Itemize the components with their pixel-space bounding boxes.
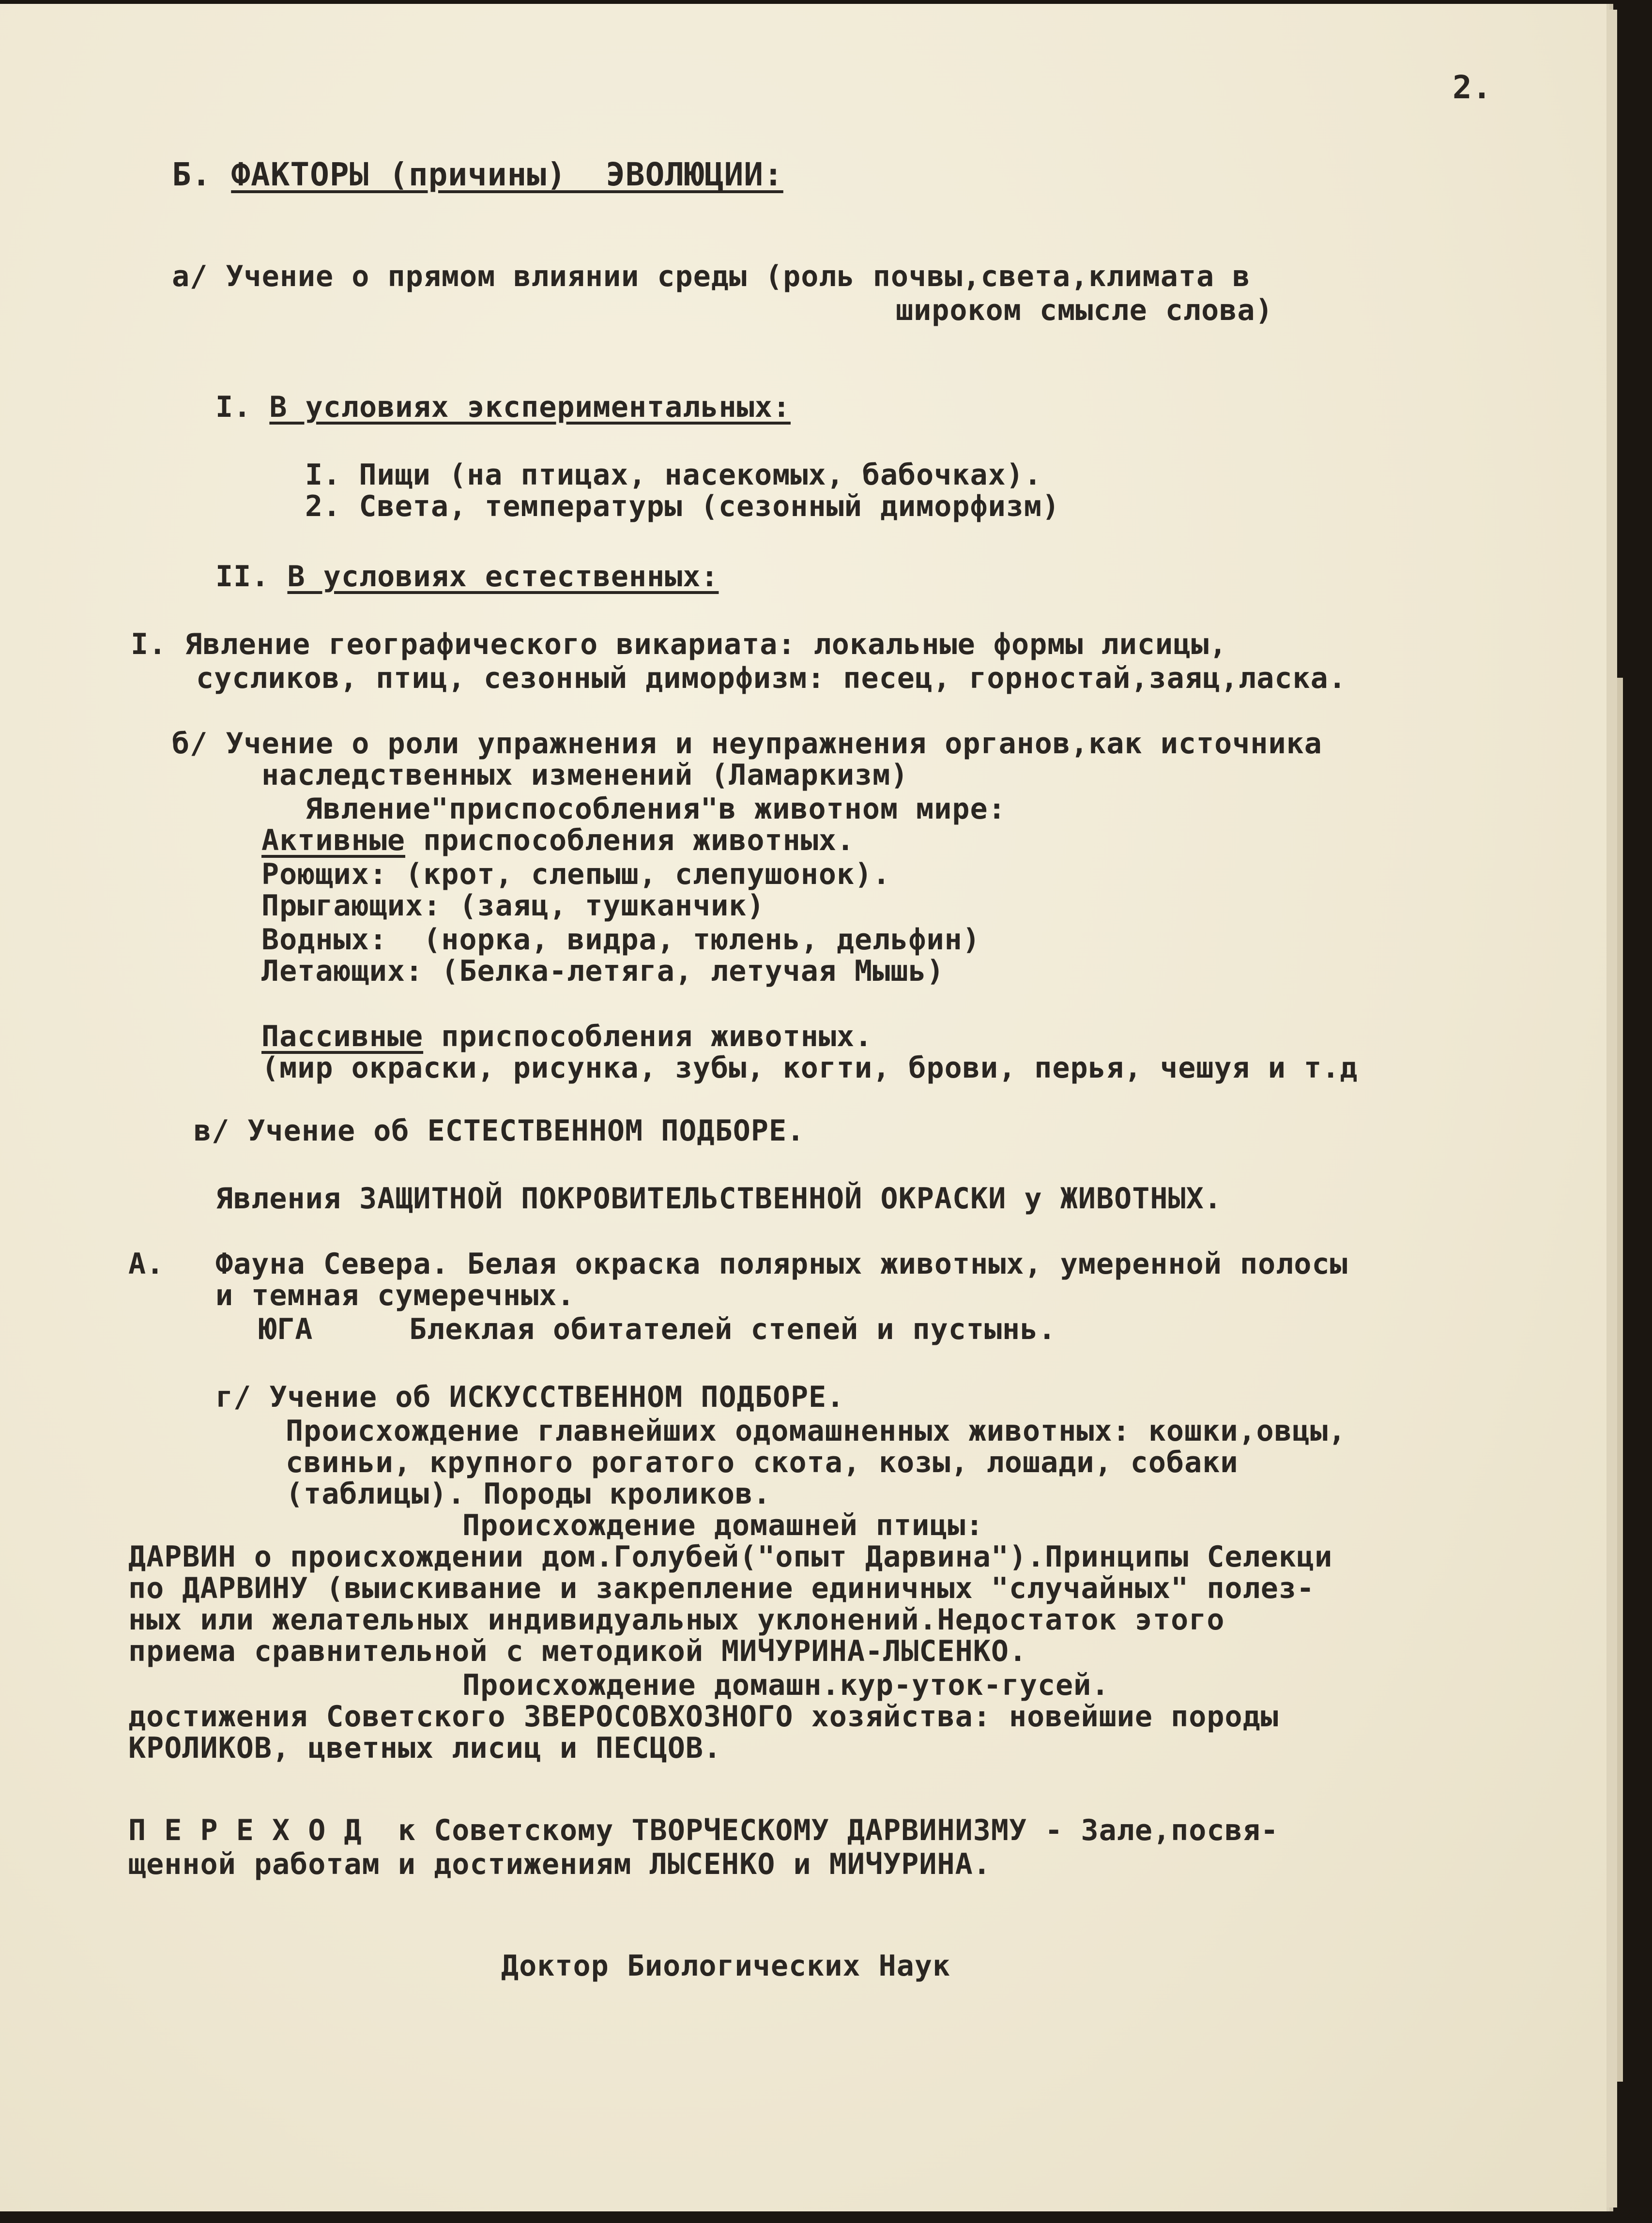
passive-rest: приспособления животных. xyxy=(423,1020,873,1053)
darwin-line-2: по ДАРВИНУ (выискивание и закрепление единичных "случайных" полез- xyxy=(128,1571,1315,1605)
section-A-line-2: и темная сумеречных. xyxy=(215,1279,575,1312)
natural-line-2: сусликов, птиц, сезонный диморфизм: песец, горностай,заяц,ласка. xyxy=(196,661,1346,695)
section-g-line-1: г/ Учение об ИСКУССТВЕННОМ ПОДБОРЕ. xyxy=(215,1380,845,1414)
soviet-line-1: достижения Советского ЗВЕРОСОВХОЗНОГО хозяйства: новейшие породы xyxy=(128,1700,1279,1734)
south-label: ЮГА xyxy=(259,1312,313,1346)
signature-line: Доктор Биологических Наук xyxy=(501,1949,951,1983)
experimental-item-1: I. Пищи (на птицах, насекомых, бабочках). xyxy=(305,458,1042,492)
water-animals: Водных: (норка, видра, тюлень, дельфин) xyxy=(261,923,980,957)
flying-animals: Летающих: (Белка-летяга, летучая Мышь) xyxy=(261,954,945,988)
active-adaptations xyxy=(261,825,855,855)
page-number: 2. xyxy=(1453,69,1492,106)
fowl-title: Происхождение домашн.кур-уток-гусей. xyxy=(462,1668,1110,1702)
subsection-numeral: I. xyxy=(215,390,270,424)
soviet-line-2: КРОЛИКОВ, цветных лисиц и ПЕСЦОВ. xyxy=(128,1731,722,1765)
passive-label: Пассивные xyxy=(261,1020,424,1053)
section-v-line-2: Явления ЗАЩИТНОЙ ПОКРОВИТЕЛЬСТВЕННОЙ ОКРАСКИ у ЖИВОТНЫХ. xyxy=(215,1182,1222,1216)
section-b-line-3: Явление"приспособления"в животном мире: xyxy=(305,792,1006,826)
subsection-title: В условиях экспериментальных: xyxy=(269,390,791,424)
subsection-numeral: II. xyxy=(215,560,288,594)
section-heading xyxy=(172,156,783,193)
paper-edge xyxy=(1606,10,1617,2208)
section-b-line-2: наследственных изменений (Ламаркизм) xyxy=(261,758,909,792)
passive-list: (мир окраски, рисунка, зубы, когти, брови, перья, чешуя и т.д xyxy=(261,1051,1358,1085)
section-a-line-1: а/ Учение о прямом влиянии среды (роль почвы,света,климата в xyxy=(172,259,1251,293)
section-b-line-1: б/ Учение о роли упражнения и неупражнения органов,как источника xyxy=(172,727,1322,761)
section-g-line-4: (таблицы). Породы кроликов. xyxy=(286,1477,771,1511)
section-g-line-3: свиньи, крупного рогатого скота, козы, лошади, собаки xyxy=(286,1446,1239,1479)
section-A-letter: А. xyxy=(128,1247,165,1281)
passive-adaptations xyxy=(261,1021,872,1051)
transition-line-2: щенной работам и достижениям ЛЫСЕНКО и МИЧУРИНА. xyxy=(128,1847,991,1881)
darwin-line-3: ных или желательных индивидуальных уклонений.Недостаток этого xyxy=(128,1603,1225,1637)
paper-edge-underlying xyxy=(1617,678,1623,2082)
digging-animals: Роющих: (крот, слепыш, слепушонок). xyxy=(261,857,891,891)
heading-prefix: Б. xyxy=(172,156,231,193)
section-A-line-1: Фауна Севера. Белая окраска полярных животных, умеренной полосы xyxy=(215,1247,1348,1281)
transition-line-1: П Е Р Е Х О Д к Советскому ТВОРЧЕСКОМУ ДАРВИНИЗМУ - Зале,посвя- xyxy=(128,1813,1279,1847)
experimental-item-2: 2. Света, температуры (сезонный диморфизм) xyxy=(305,489,1060,523)
active-label: Активные xyxy=(261,823,405,857)
subsection-title: В условиях естественных: xyxy=(287,560,719,594)
section-a-line-2: широком смысле слова) xyxy=(896,293,1273,327)
subsection-natural xyxy=(215,562,719,592)
poultry-title: Происхождение домашней птицы: xyxy=(462,1508,984,1542)
darwin-line-4: приема сравнительной с методикой МИЧУРИНА-ЛЫСЕНКО. xyxy=(128,1634,1027,1668)
natural-line-1: I. Явление географического викариата: локальные формы лисицы, xyxy=(131,627,1227,661)
subsection-experimental xyxy=(215,392,791,422)
active-rest: приспособления животных. xyxy=(405,823,855,857)
south-text: Блеклая обитателей степей и пустынь. xyxy=(409,1312,1056,1346)
heading-title: ФАКТОРЫ (причины) ЭВОЛЮЦИИ: xyxy=(231,156,783,193)
section-v-line-1: в/ Учение об ЕСТЕСТВЕННОМ ПОДБОРЕ. xyxy=(194,1114,805,1148)
section-g-line-2: Происхождение главнейших одомашненных животных: кошки,овцы, xyxy=(286,1414,1346,1448)
darwin-line-1: ДАРВИН о происхождении дом.Голубей("опыт Дарвина").Принципы Селекци xyxy=(128,1540,1333,1574)
jumping-animals: Прыгающих: (заяц, тушканчик) xyxy=(261,889,765,923)
